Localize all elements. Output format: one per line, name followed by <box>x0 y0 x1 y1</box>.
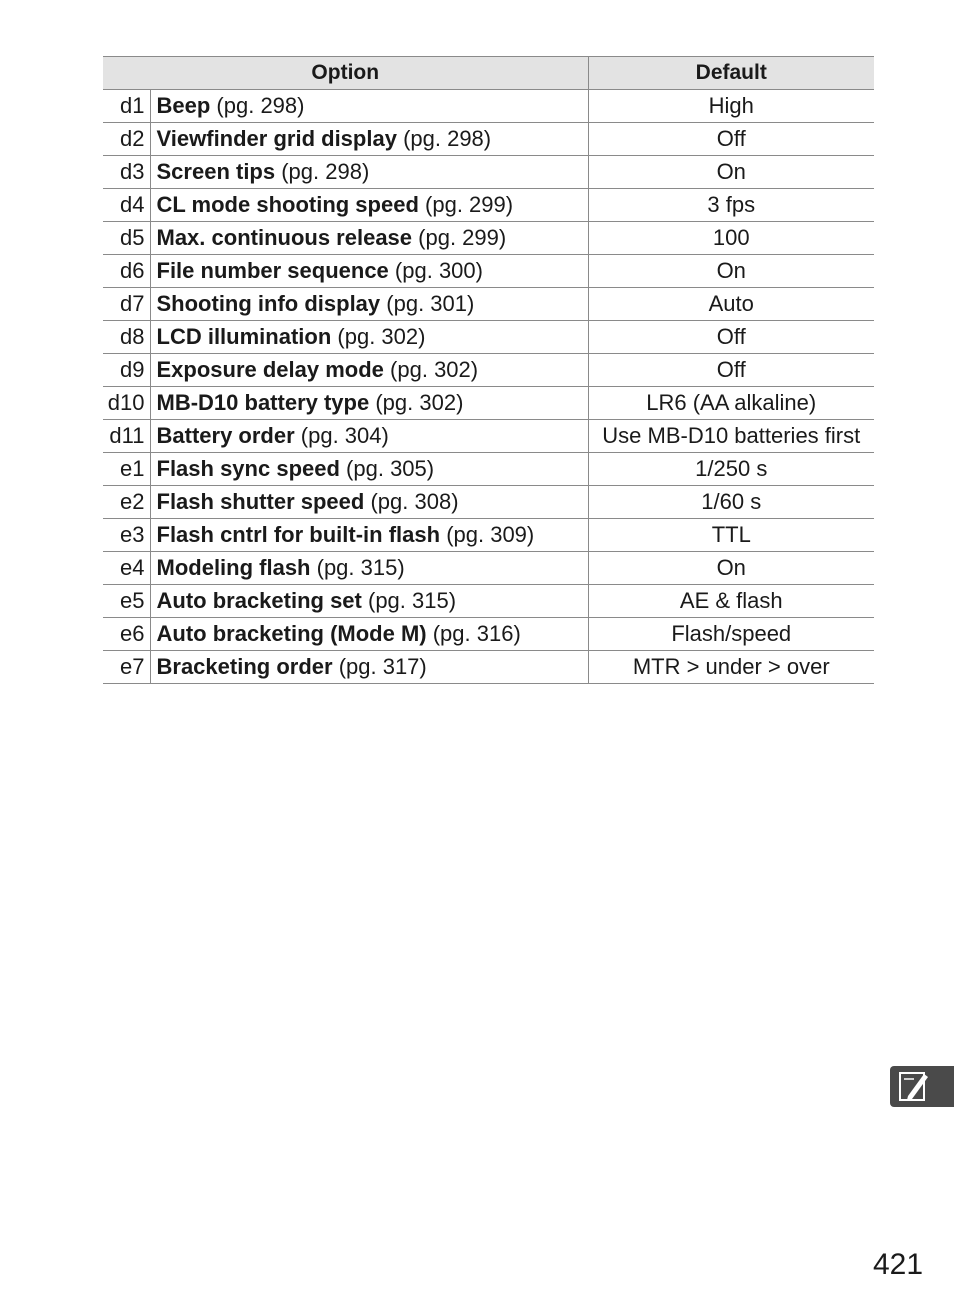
page-reference: (pg. 317) <box>338 654 427 679</box>
section-tab <box>890 1066 954 1107</box>
table-row <box>103 123 874 156</box>
setting-default: MTR > under > over <box>588 651 874 684</box>
setting-default: 100 <box>588 222 874 255</box>
setting-name-cell <box>150 453 588 486</box>
table-row <box>103 651 874 684</box>
page-reference: (pg. 298) <box>281 159 370 184</box>
setting-code: d4 <box>103 189 150 222</box>
setting-name-cell <box>150 189 588 222</box>
setting-name-cell <box>150 519 588 552</box>
setting-name-cell <box>150 552 588 585</box>
table-row <box>103 321 874 354</box>
table-row <box>103 618 874 651</box>
setting-code: d2 <box>103 123 150 156</box>
setting-name-cell <box>150 387 588 420</box>
setting-default: Off <box>588 321 874 354</box>
page-reference: (pg. 304) <box>300 423 389 448</box>
setting-name: Battery order <box>156 423 295 448</box>
setting-name: Viewfinder grid display <box>156 126 397 151</box>
page-reference: (pg. 300) <box>394 258 483 283</box>
setting-default: Flash/speed <box>588 618 874 651</box>
table-row <box>103 453 874 486</box>
setting-code: e4 <box>103 552 150 585</box>
table-row <box>103 420 874 453</box>
table-row <box>103 585 874 618</box>
setting-name: Flash cntrl for built-in flash <box>156 522 441 547</box>
setting-code: d5 <box>103 222 150 255</box>
setting-default: Off <box>588 123 874 156</box>
setting-code: d11 <box>103 420 150 453</box>
table-row <box>103 255 874 288</box>
table-row <box>103 222 874 255</box>
setting-name: CL mode shooting speed <box>156 192 419 217</box>
setting-code: e1 <box>103 453 150 486</box>
page-reference: (pg. 315) <box>368 588 457 613</box>
setting-name: Shooting info display <box>156 291 381 316</box>
setting-code: d1 <box>103 90 150 123</box>
page-reference: (pg. 302) <box>375 390 464 415</box>
setting-name-cell <box>150 90 588 123</box>
setting-code: e7 <box>103 651 150 684</box>
setting-name: Screen tips <box>156 159 276 184</box>
page-reference: (pg. 315) <box>316 555 405 580</box>
setting-default: Use MB-D10 batteries first <box>588 420 874 453</box>
setting-name: Flash shutter speed <box>156 489 365 514</box>
setting-default: High <box>588 90 874 123</box>
table-row <box>103 189 874 222</box>
setting-name: LCD illumination <box>156 324 332 349</box>
setting-default: On <box>588 552 874 585</box>
setting-name-cell <box>150 288 588 321</box>
table-row <box>103 90 874 123</box>
page-reference: (pg. 301) <box>386 291 475 316</box>
page-reference: (pg. 299) <box>425 192 514 217</box>
setting-name: Exposure delay mode <box>156 357 384 382</box>
header-default: Default <box>588 57 874 90</box>
setting-name: Beep <box>156 93 211 118</box>
setting-code: e2 <box>103 486 150 519</box>
setting-code: d8 <box>103 321 150 354</box>
setting-name: MB-D10 battery type <box>156 390 370 415</box>
setting-code: e3 <box>103 519 150 552</box>
setting-default: TTL <box>588 519 874 552</box>
table-row <box>103 288 874 321</box>
setting-code: d9 <box>103 354 150 387</box>
table-row <box>103 552 874 585</box>
setting-code: d10 <box>103 387 150 420</box>
setting-default: AE & flash <box>588 585 874 618</box>
setting-default: Off <box>588 354 874 387</box>
setting-code: e5 <box>103 585 150 618</box>
setting-code: d7 <box>103 288 150 321</box>
page-reference: (pg. 298) <box>403 126 492 151</box>
setting-name-cell <box>150 486 588 519</box>
table-row <box>103 519 874 552</box>
setting-code: d3 <box>103 156 150 189</box>
setting-name: Auto bracketing (Mode M) <box>156 621 427 646</box>
setting-name-cell <box>150 156 588 189</box>
setting-code: d6 <box>103 255 150 288</box>
setting-name: File number sequence <box>156 258 389 283</box>
table-row <box>103 156 874 189</box>
setting-default: On <box>588 255 874 288</box>
notes-pencil-icon <box>898 1070 932 1103</box>
header-option: Option <box>103 57 588 90</box>
table-row <box>103 354 874 387</box>
setting-name: Auto bracketing set <box>156 588 362 613</box>
page-number: 421 <box>872 1248 924 1281</box>
setting-default: LR6 (AA alkaline) <box>588 387 874 420</box>
page-reference: (pg. 316) <box>432 621 521 646</box>
setting-name-cell <box>150 123 588 156</box>
setting-name-cell <box>150 651 588 684</box>
page-reference: (pg. 305) <box>346 456 435 481</box>
setting-name: Max. continuous release <box>156 225 413 250</box>
setting-name: Flash sync speed <box>156 456 340 481</box>
setting-code: e6 <box>103 618 150 651</box>
setting-default: 3 fps <box>588 189 874 222</box>
setting-name-cell <box>150 618 588 651</box>
page-reference: (pg. 299) <box>418 225 507 250</box>
setting-name-cell <box>150 585 588 618</box>
page-reference: (pg. 298) <box>216 93 305 118</box>
setting-default: 1/250 s <box>588 453 874 486</box>
table-header-row <box>103 57 874 90</box>
setting-name-cell <box>150 420 588 453</box>
page-reference: (pg. 308) <box>370 489 459 514</box>
setting-default: On <box>588 156 874 189</box>
custom-settings-table <box>103 56 874 684</box>
table-row <box>103 486 874 519</box>
setting-name-cell <box>150 222 588 255</box>
table-row <box>103 387 874 420</box>
setting-name: Bracketing order <box>156 654 333 679</box>
page-reference: (pg. 302) <box>337 324 426 349</box>
setting-name: Modeling flash <box>156 555 311 580</box>
setting-default: Auto <box>588 288 874 321</box>
setting-name-cell <box>150 354 588 387</box>
page-reference: (pg. 309) <box>446 522 535 547</box>
setting-name-cell <box>150 321 588 354</box>
page-reference: (pg. 302) <box>390 357 479 382</box>
setting-name-cell <box>150 255 588 288</box>
setting-default: 1/60 s <box>588 486 874 519</box>
